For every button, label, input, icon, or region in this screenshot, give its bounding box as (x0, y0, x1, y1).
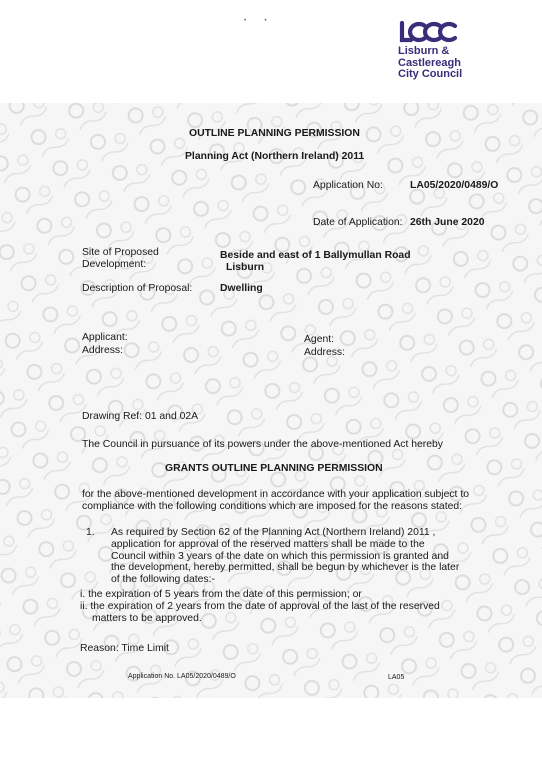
logo-text (398, 46, 508, 81)
council-statement: The Council in pursuance of its powers under the above-mentioned Act hereby (82, 439, 443, 450)
description-value: Dwelling (220, 283, 263, 294)
agent-label: Agent: (304, 334, 335, 345)
applicant-label: Applicant: (82, 332, 128, 343)
condition-item-ii-line-2: matters to be approved. (92, 613, 202, 624)
intro-line-2: compliance with the following conditions which are imposed for the reasons stated: (82, 501, 463, 512)
permission-document (0, 103, 542, 698)
date-label: Date of Application: (313, 217, 403, 228)
date-value: 26th June 2020 (410, 217, 485, 228)
grants-heading: GRANTS OUTLINE PLANNING PERMISSION (165, 463, 383, 474)
logo-line-1: Lisburn & (398, 45, 450, 57)
condition-item-ii-line-1: ii. the expiration of 2 years from the date of approval of the last of the reserved (80, 601, 440, 612)
applicant-address-label: Address: (82, 345, 124, 356)
logo-line-3: City Council (398, 68, 463, 80)
intro-line-1: for the above-mentioned development in accordance with your application subject to (82, 489, 469, 500)
site-value-line-2: Lisburn (226, 262, 265, 273)
application-no-label: Application No: (313, 180, 383, 191)
reason: Reason: Time Limit (80, 643, 169, 654)
lccc-logo-icon (398, 20, 462, 44)
site-label-line-2: Development: (82, 259, 147, 270)
condition-item-i: i. the expiration of 5 years from the date of this permission; or (80, 589, 362, 600)
description-label: Description of Proposal: (82, 283, 193, 294)
council-logo (398, 20, 508, 81)
agent-address-label: Address: (304, 347, 346, 358)
footer-office-code: LA05 (388, 674, 405, 681)
condition-text: As required by Section 62 of the Planning Act (Northern Ireland) 2011 , application for approval of the reserved matters shall be made to the Council within 3 years of the date on which this permission is granted and the development, hereby permitted, shall be begun by whichever is the later of the following dates:- (111, 527, 460, 586)
site-value-line-1: Beside and east of 1 Ballymullan Road (220, 250, 411, 261)
document-title: OUTLINE PLANNING PERMISSION (189, 128, 360, 139)
application-no-value: LA05/2020/0489/O (410, 180, 499, 191)
site-label-line-1: Site of Proposed (82, 247, 159, 258)
scan-specks: • • (244, 18, 267, 24)
drawing-reference: Drawing Ref: 01 and 02A (82, 411, 199, 422)
logo-line-2: Castlereagh (398, 56, 461, 69)
act-title: Planning Act (Northern Ireland) 2011 (185, 151, 365, 162)
footer-application-no: Application No. LA05/2020/0489/O (128, 673, 236, 680)
condition-number: 1. (86, 527, 95, 538)
